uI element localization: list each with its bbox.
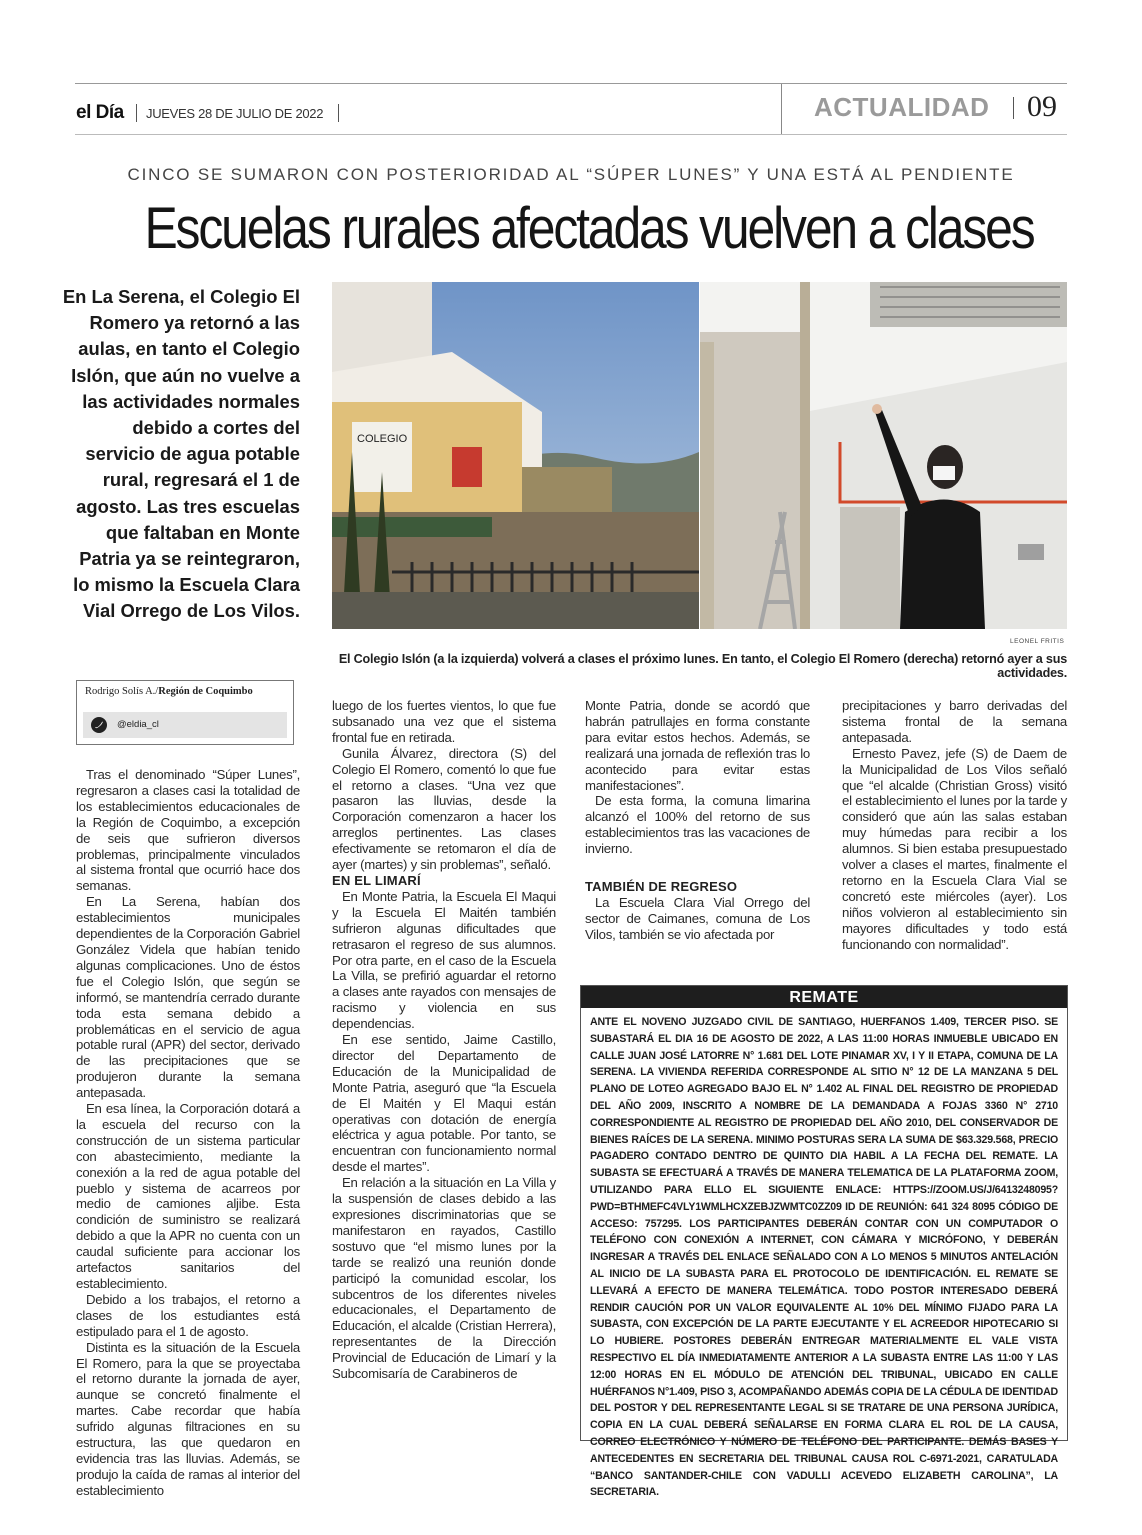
paragraph: De esta forma, la comuna limarina alcanzó el 100% del retorno de sus establecimientos tras las vacaciones de invierno. [585,793,810,857]
article-column-3 [585,698,810,943]
paragraph: En Monte Patria, la Escuela El Maqui y la Escuela El Maitén también sufrieron algunas dificultades que retrasaron el regreso de sus alumnos. Por otra parte, en el caso de la Escuela La Villa, se prefirió aguardar el retorno a clases ante rayados con mensajes de racismo y violencia en sus dependencias. [332,888,556,1032]
headline: Escuelas rurales afectadas vuelven a clases [144,196,1034,261]
paragraph: En ese sentido, Jaime Castillo, director del Departamento de Educación de la Municipalidad de Monte Patria, aseguró que “la Escuela de El Maitén y El Maqui están operativas con dotación de energía eléctrica y agua potable. Por tanto, se encuentran con funcionamiento normal desde el martes”. [332,1032,556,1175]
article-column-1 [76,767,300,1499]
paragraph: Gunila Álvarez, directora (S) del Colegio El Romero, comentó lo que fue el retorno a clases. “Una vez que pasaron las lluvias, desde la Corporación comenzaron a hacer los arreglos pertinentes. Las clases efectivamente se retomaron el día de ayer (martes) y sin problemas”, señaló. [332,745,556,873]
paragraph: Tras el denominado “Súper Lunes”, regresaron a clases casi la totalidad de los establecimientos educacionales de la Región de Coquimbo, a excepción de seis que sufrieron diversos problemas, principalmente vinculados al sistema frontal que ocurrió hace dos semanas. [76,767,300,894]
photo-credit: LEONEL FRITIS [1010,638,1065,645]
remate-title: REMATE [581,986,1067,1008]
page-number: 09 [1027,90,1057,123]
byline-author: Rodrigo Solís A./Región de Coquimbo [85,686,253,697]
remate-notice [580,985,1068,1499]
paragraph: Monte Patria, donde se acordó que habrán patrullajes en forma constante para evitar estos hechos. Además, se realizará una jornada de reflexión tras lo acontecido para evitar estas manifestaciones”. [585,698,810,793]
twitter-bar [83,712,287,738]
subheading: TAMBIÉN DE REGRESO [585,879,738,895]
header-top-rule [75,83,1067,84]
paragraph: Distinta es la situación de la Escuela El Romero, para la que se proyectaba el retorno durante la jornada de ayer, aunque se concretó finalmente el martes. Cabe recordar que había sufrido algunas filtraciones en su estructura, las que quedaron en evidencia tras las lluvias. Además, se produjo la caída de ramas al interior del establecimiento [76,1339,300,1498]
header-vertical-rule [781,84,782,134]
lead-paragraph: En La Serena, el Colegio El Romero ya retornó a las aulas, en tanto el Colegio Islón, que aún no vuelve a las actividades normales debido a cortes del servicio de agua potable rural, regresará el 1 de agosto. Las tres escuelas que faltaban en Monte Patria ya se reintegraron, lo mismo la Escuela Clara Vial Orrego de Los Vilos. [62,286,300,622]
paragraph: En esa línea, la Corporación dotará a la escuela del recurso con la construcción de un sistema particular con abastecimiento, mediante la conexión a la red de agua potable del pueblo y sistema de acarreos por medio de camiones aljibe. Esta condición de suministro se realizará debido a que la APR no cuenta con un caudal suficiente para accionar los artefactos sanitarios del establecimiento. [76,1101,300,1291]
byline-box [76,680,294,745]
header-separator [1013,97,1014,119]
school-sign-text: COLEGIO [357,433,408,445]
paragraph: Debido a los trabajos, el retorno a clases de los estudiantes está estipulado para el 1 de agosto. [76,1291,300,1339]
article-column-4 [842,698,1067,953]
header-separator [338,104,339,122]
issue-date: JUEVES 28 DE JULIO DE 2022 [146,106,324,121]
paragraph: Ernesto Pavez, jefe (S) de Daem de la Municipalidad de Los Vilos señaló que “el alcalde (Christian Gross) visitó el establecimiento el lunes por la tarde y consideró que aún las salas estaban muy húmedas para recibir a los alumnos. Si bien estaba presupuestado volver a clases el martes, finalmente el retorno en la Escuela Clara Vial se concretó este miércoles (ayer). Los niños volvieron al establecimiento sin mayores dificultades y todo está funcionando con normalidad”. [842,745,1067,952]
photo-caption: El Colegio Islón (a la izquierda) volverá a clases el próximo lunes. En tanto, el Colegio El Romero (derecha) retornó ayer a sus actividades. [338,652,1067,680]
paragraph: La Escuela Clara Vial Orrego del sector de Caimanes, comuna de Los Vilos, también se vio afectada por [585,894,810,942]
section-name: ACTUALIDAD [814,92,990,122]
article-column-2 [332,698,556,1382]
photo-colegio-islon [332,282,699,629]
paragraph: En La Serena, habían dos establecimientos municipales dependientes de la Corporación Gabriel González Videla que habían tenido algunas complicaciones. Uno de éstos fue el Colegio Islón, que según se informó, se mantendría cerrado durante toda esta semana debido a problemáticas en el servicio de agua potable rural (APR) del sector, derivado de las precipitaciones que se produjeron durante la semana antepasada. [76,894,300,1101]
header-bottom-rule [75,134,1067,135]
paragraph: luego de los fuertes vientos, lo que fue subsanado una vez que el sistema frontal fue en retirada. [332,698,556,745]
photo-colegio-el-romero [700,282,1067,629]
header-separator [136,104,137,122]
twitter-bird-icon [91,717,107,733]
newspaper-logo: el Día [76,102,124,123]
remate-body: ANTE EL NOVENO JUZGADO CIVIL DE SANTIAGO, HUERFANOS 1.409, TERCER PISO. SE SUBASTARÁ EL DIA 16 DE AGOSTO DE 2022, A LAS 11:00 HORAS INMUEBLE UBICADO EN CALLE JUAN JOSÉ LATORRE N° 1.681 DEL LOTE PINAMAR XV, I Y II ETAPA, COMUNA DE LA SERENA. LA VIVIENDA REFERIDA CORRESPONDE AL SITIO N° 12 DE LA MANZANA 5 DEL PLANO DE LOTEO AGREGADO BAJO EL N° 1.402 AL FINAL DEL REGISTRO DE PROPIEDAD DEL AÑO 2009, INSCRITO A NOMBRE DE LA DEMANDADA A FOJAS 3360 N° 2710 CORRESPONDIENTE AL REGISTRO DE PROPIEDAD DEL AÑO 2010, DEL CONSERVADOR DE BIENES RAÍCES DE LA SERENA. MINIMO POSTURAS SERA LA SUMA DE $63.329.568, PRECIO PAGADERO CONTADO DENTRO DE QUINTO DIA HABIL A LA FECHA DEL REMATE. LA SUBASTA SE EFECTUARÁ A TRAVÉS DE MANERA TELEMATICA DE LA PLATAFORMA ZOOM, UTILIZANDO PARA ELLO EL SIGUIENTE ENLACE: HTTPS://ZOOM.US/J/6413248095? PWD=BTHMEFC4VLY1WMLHCXZEBJZWMTC0ZZ09 ID DE REUNIÓN: 641 324 8095 CÓDIGO DE ACCESO: 757295. LOS PARTICIPANTES DEBERÁN CONTAR CON UN COMPUTADOR O TELÉFONO CON CONEXIÓN A INTERNET, CON CÁMARA Y MICRÓFONO, Y DEBERÁN INGRESAR A TRAVÉS DEL ENLACE SEÑALADO CON A LO MENOS 5 MINUTOS ANTELACIÓN AL INICIO DE LA SUBASTA PARA EL PROTOCOLO DE IDENTIFICACIÓN. EL REMATE SE LLEVARÁ A EFECTO DE MANERA TELEMÁTICA. TODO POSTOR INTERESADO DEBERÁ RENDIR CAUCIÓN POR UN VALOR EQUIVALENTE AL 10% DEL MÍNIMO FIJADO PARA LA SUBASTA, CON EXCEPCIÓN DE LA PARTE EJECUTANTE Y EL ACREEDOR HIPOTECARIO SI LO HUBIERE. POSTORES DEBERÁN ENTREGAR MATERIALMENTE EL VALE VISTA RESPECTIVO EL DÍA INMEDIATAMENTE ANTERIOR A LA SUBASTA ENTRE LAS 11:00 Y LAS 12:00 HORAS EN EL MÓDULO DE ATENCIÓN DEL TRIBUNAL, UBICADO EN CALLE HUÉRFANOS N°1.409, PISO 3, ACOMPAÑANDO ADEMÁS COPIA DE LA CÉDULA DE IDENTIDAD DEL POSTOR Y DEL REPRESENTANTE LEGAL SI SE TRATARE DE UNA PERSONA JURÍDICA, COPIA EN LA CUAL DEBERÁ SEÑALARSE EN FORMA CLARA EL ROL DE LA CAUSA, CORREO ELECTRÓNICO Y NÚMERO DE TELÉFONO DEL PARTICIPANTE. DEMÁS BASES Y ANTECEDENTES EN SECRETARIA DEL TRIBUNAL CAUSA ROL C-6971-2021, CARATULADA “BANCO SANTANDER-CHILE CON VADULLI ACEVEDO ELIZABETH CAROLINA”, LA SECRETARIA. [590,1016,1058,1499]
paragraph: precipitaciones y barro derivadas del sistema frontal de la semana antepasada. [842,698,1067,745]
paragraph: En relación a la situación en La Villa y la suspensión de clases debido a las expresiones discriminatorias que se manifestaron en rayados, Castillo sostuvo que “el mismo lunes por la tarde se realizó una reunión donde participó la comunidad escolar, los subcentros de los diferentes niveles educacionales, el Departamento de Educación, el alcalde (Cristian Herrera), representantes de la Dirección Provincial de Educación de Limarí y la Subcomisaría de Carabineros de [332,1175,556,1382]
kicker: CINCO SE SUMARON CON POSTERIORIDAD AL “SÚPER LUNES” Y UNA ESTÁ AL PENDIENTE [127,165,1015,184]
twitter-handle[interactable]: @eldia_cl [117,719,159,730]
subheading: EN EL LIMARÍ [332,872,421,888]
